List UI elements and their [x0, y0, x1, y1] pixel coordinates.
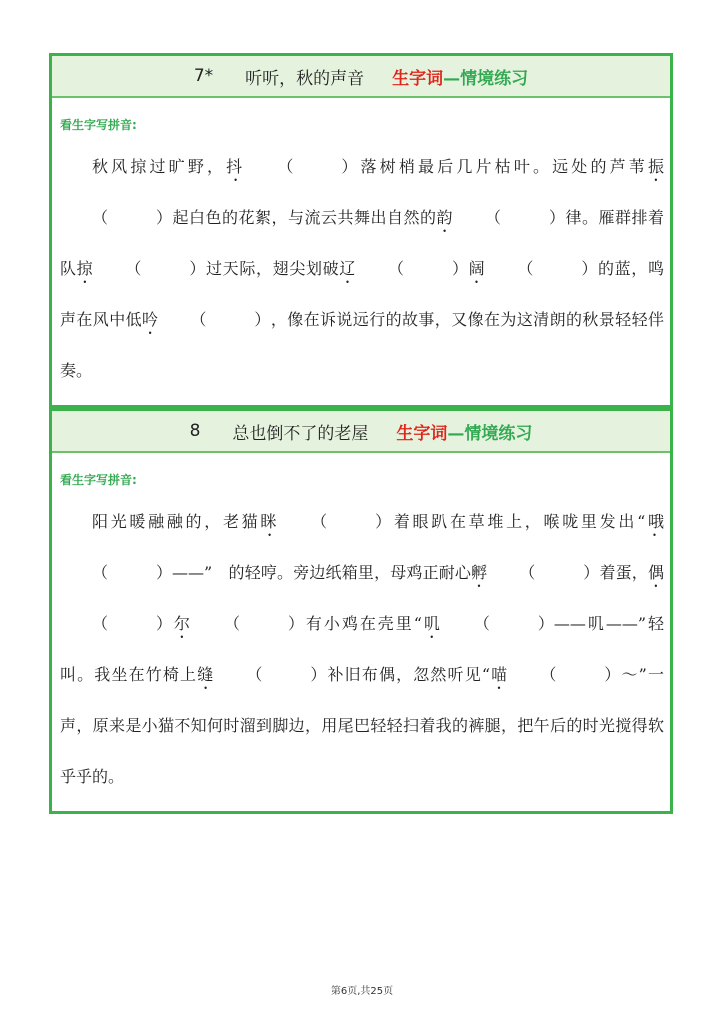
- tag-context-practice: —情境练习: [447, 423, 533, 444]
- pinyin-blank[interactable]: （ ）: [519, 563, 600, 582]
- instruction: 看生字写拼音:: [60, 118, 137, 132]
- target-character: 孵: [471, 563, 488, 582]
- lesson-number: 8: [189, 421, 201, 441]
- target-character: 缝: [197, 665, 215, 684]
- passage-text: 有小鸡在壳里“: [303, 614, 422, 633]
- pinyin-blank[interactable]: （ ）: [277, 157, 358, 176]
- pinyin-blank[interactable]: （ ）: [387, 259, 468, 278]
- passage-text: ——叽——”轻叫。我坐在竹椅上: [60, 614, 664, 684]
- pinyin-blank[interactable]: （ ）: [92, 208, 173, 227]
- passage-text: ——” 的轻哼。旁边纸箱里，母鸡正耐心: [172, 563, 472, 582]
- passage-text: 着眼趴在草堆上，喉咙里发出“: [391, 512, 646, 531]
- page-footer: 第6页,共25页: [330, 986, 394, 997]
- pinyin-blank[interactable]: （ ）: [540, 665, 621, 684]
- target-character: 叽: [421, 614, 442, 633]
- passage-text: 着蛋，: [599, 563, 648, 582]
- passage-text: 秋风掠过旷野，: [92, 157, 227, 176]
- target-character: 韵: [436, 208, 453, 227]
- target-character: 哦: [645, 512, 664, 531]
- passage: [52, 496, 670, 802]
- pinyin-blank[interactable]: （ ）: [473, 614, 554, 633]
- lesson-header: [52, 411, 670, 453]
- passage-text: 过天际，翅尖划破: [205, 259, 340, 278]
- tag-vocabulary: 生字词: [396, 423, 448, 444]
- target-character: 尔: [172, 614, 192, 633]
- passage-text: 补旧布偶，忽然听见“: [326, 665, 491, 684]
- target-character: 抖: [226, 157, 246, 176]
- pinyin-blank[interactable]: （ ）: [125, 259, 206, 278]
- passage-text: 阳光暖融融的，老猫: [92, 512, 261, 531]
- target-character: 阔: [467, 259, 486, 278]
- target-character: 掠: [76, 259, 94, 278]
- pinyin-blank[interactable]: （ ）: [311, 512, 392, 531]
- target-character: 吟: [142, 310, 159, 329]
- lesson-title: 总也倒不了的老屋: [232, 423, 369, 444]
- pinyin-blank[interactable]: （ ）: [92, 614, 173, 633]
- pinyin-blank[interactable]: （ ）: [517, 259, 598, 278]
- target-character: 辽: [339, 259, 356, 278]
- passage: [52, 141, 670, 396]
- tag-vocabulary: 生字词: [392, 68, 444, 89]
- tag-context-practice: —情境练习: [443, 68, 529, 89]
- target-character: 偶: [647, 563, 664, 582]
- lesson-card-8: [49, 408, 673, 814]
- pinyin-blank[interactable]: （ ）: [92, 563, 173, 582]
- passage-text: 的蓝，鸣声在风中低: [60, 259, 664, 329]
- lesson-title: 听听，秋的声音: [245, 68, 365, 89]
- passage-text: 起白色的花絮，与流云共舞出自然的: [172, 208, 437, 227]
- lesson-card-7: [49, 53, 673, 408]
- passage-text: ，像在诉说远行的故事，又像在为这清朗的秋景轻轻伴奏。: [60, 310, 664, 380]
- pinyin-blank[interactable]: （ ）: [246, 665, 327, 684]
- pinyin-blank[interactable]: （ ）: [484, 208, 565, 227]
- target-character: 眯: [260, 512, 280, 531]
- instruction: 看生字写拼音:: [60, 473, 137, 487]
- passage-text: 律。雁群排着队: [60, 208, 664, 278]
- passage-text: ～”一声，原来是小猫不知何时溜到脚边，用尾巴轻轻扫着我的裤腿，把午后的时光搅得软乎乎的。: [60, 665, 664, 786]
- passage-text: 落树梢最后几片枯叶。远处的芦苇: [357, 157, 648, 176]
- lesson-number: 7*: [193, 66, 214, 86]
- target-character: 喵: [490, 665, 509, 684]
- target-character: 振: [647, 157, 664, 176]
- pinyin-blank[interactable]: （ ）: [223, 614, 304, 633]
- lesson-header: [52, 56, 670, 98]
- pinyin-blank[interactable]: （ ）: [190, 310, 271, 329]
